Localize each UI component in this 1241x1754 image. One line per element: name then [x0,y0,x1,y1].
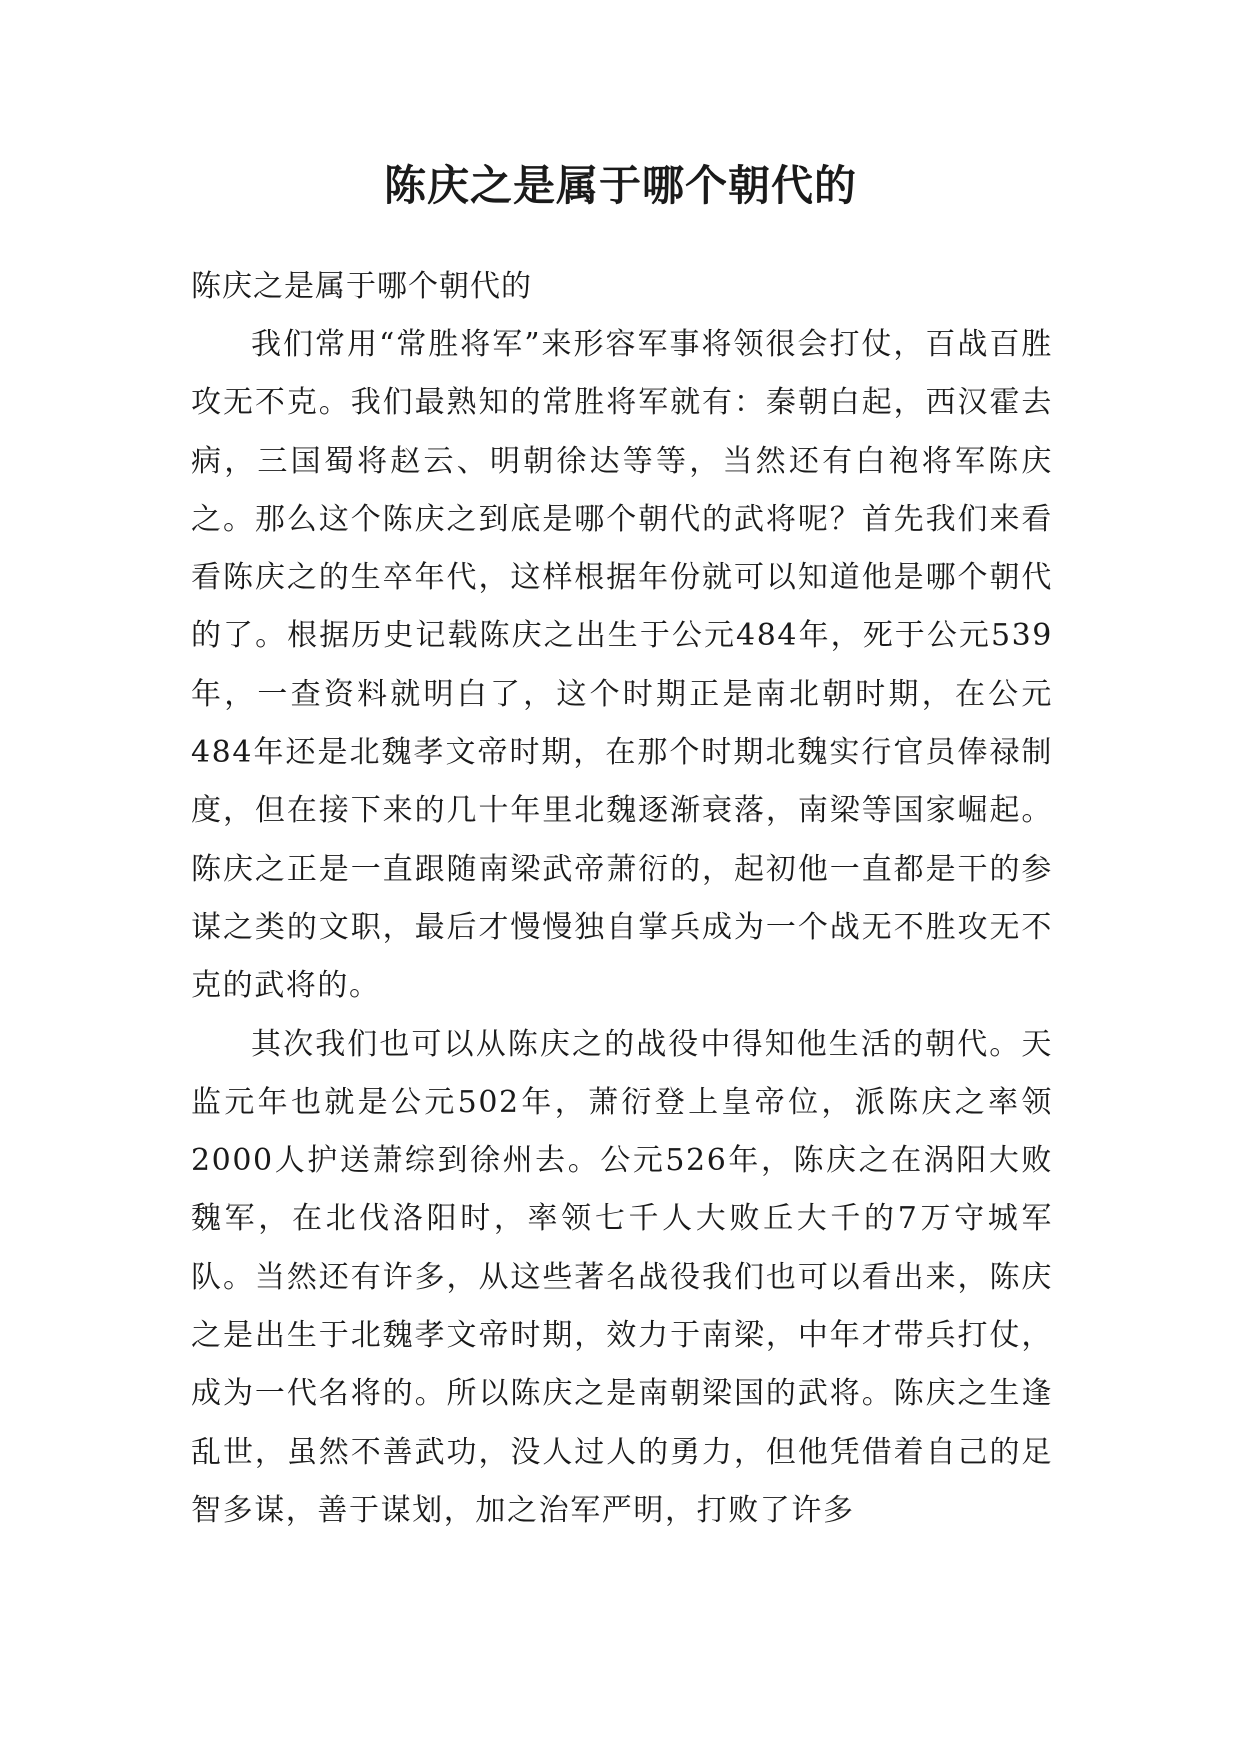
paragraph-2: 其次我们也可以从陈庆之的战役中得知他生活的朝代。天监元年也就是公元502年，萧衍登上皇帝位，派陈庆之率领2000人护送萧综到徐州去。公元526年，陈庆之在涡阳大败魏军，在北伐洛阳时，率领七千人大败丘大千的7万守城军队。当然还有许多，从这些著名战役我们也可以看出来，陈庆之是出生于北魏孝文帝时期，效力于南梁，中年才带兵打仗，成为一代名将的。所以陈庆之是南朝梁国的武将。陈庆之生逢乱世，虽然不善武功，没人过人的勇力，但他凭借着自己的足智多谋，善于谋划，加之治军严明，打败了许多 [191,1026,1053,1528]
paragraph-1: 我们常用“常胜将军”来形容军事将领很会打仗，百战百胜攻无不克。我们最熟知的常胜将军就有：秦朝白起，西汉霍去病，三国蜀将赵云、明朝徐达等等，当然还有白袍将军陈庆之。那么这个陈庆之到底是哪个朝代的武将呢？首先我们来看看陈庆之的生卒年代，这样根据年份就可以知道他是哪个朝代的了。根据历史记载陈庆之出生于公元484年，死于公元539年，一查资料就明白了，这个时期正是南北朝时期，在公元484年还是北魏孝文帝时期，在那个时期北魏实行官员俸禄制度，但在接下来的几十年里北魏逐渐衰落，南梁等国家崛起。陈庆之正是一直跟随南梁武帝萧衍的，起初他一直都是干的参谋之类的文职，最后才慢慢独自掌兵成为一个战无不胜攻无不克的武将的。 [191,327,1053,1004]
document-subtitle: 陈庆之是属于哪个朝代的 [191,269,532,304]
document-body [191,258,1053,1540]
document-title: 陈庆之是属于哪个朝代的 [383,161,857,210]
